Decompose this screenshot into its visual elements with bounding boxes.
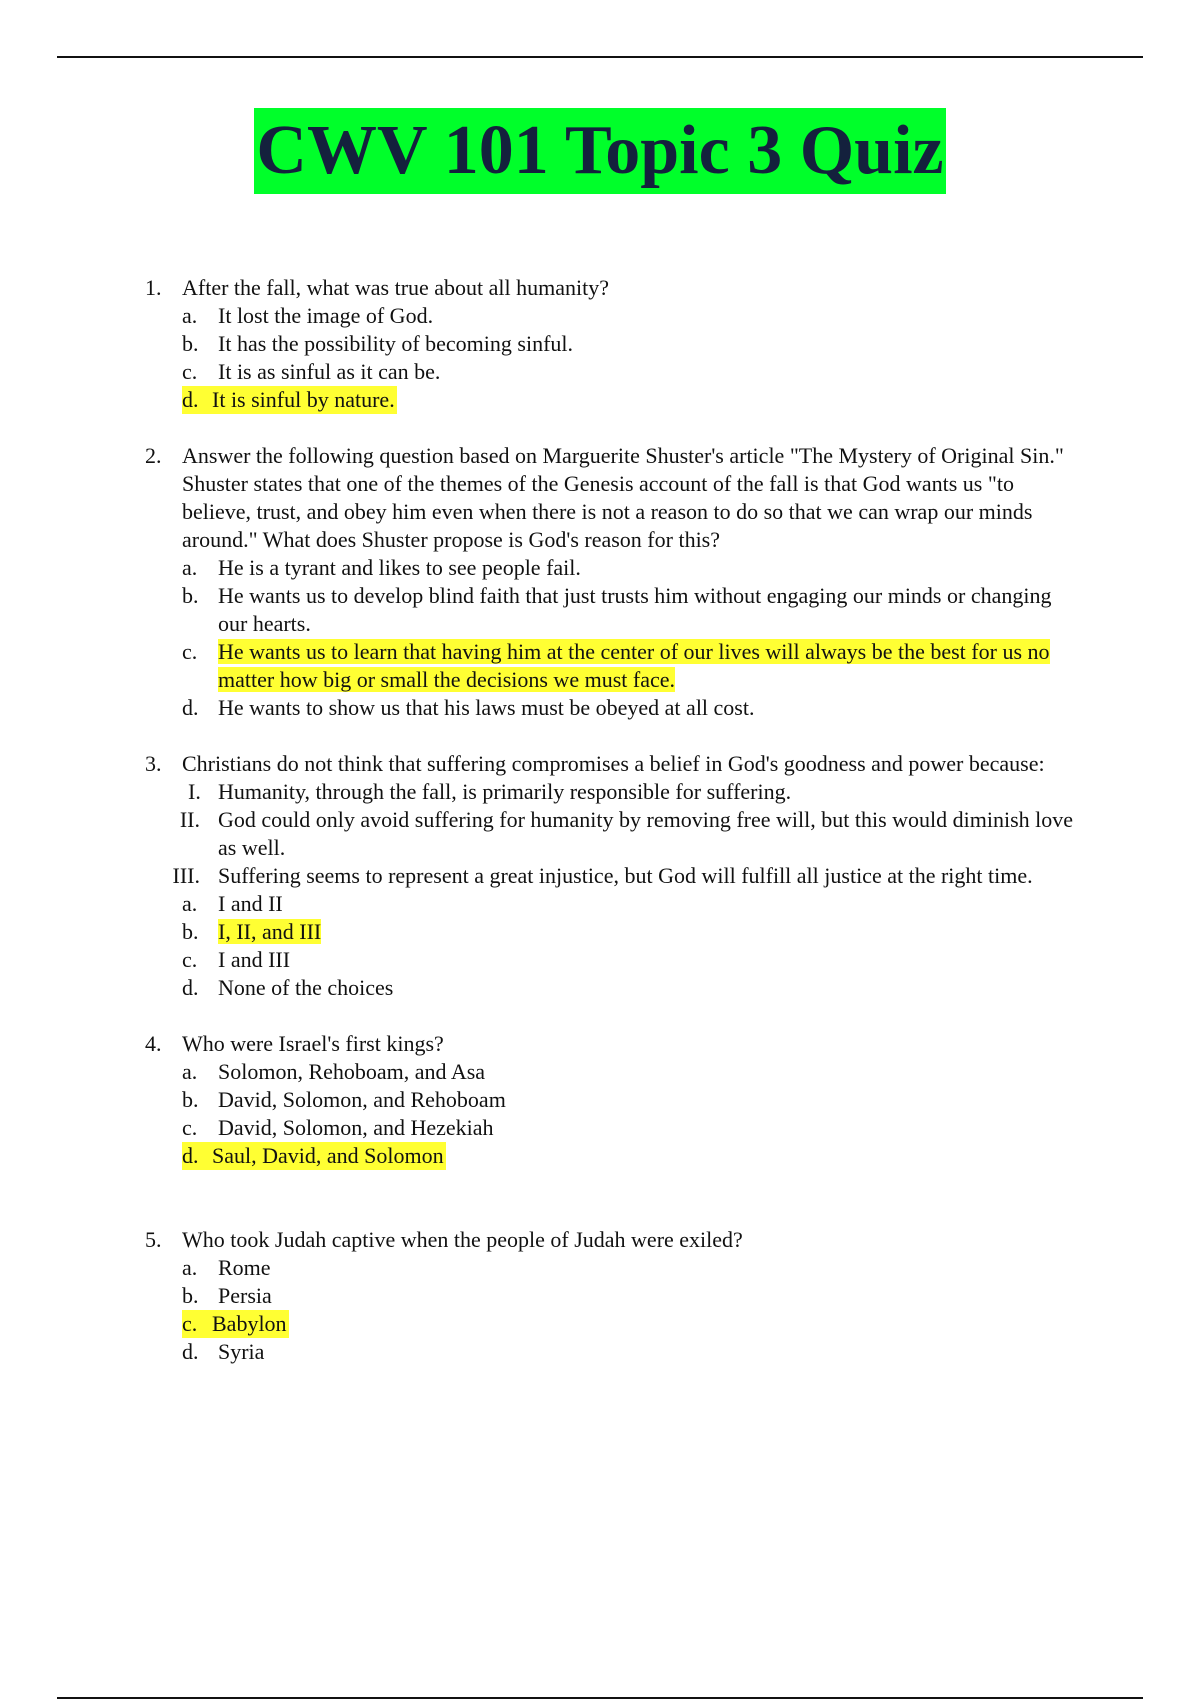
option-label: a. [182, 1255, 198, 1280]
option-a [0, 1058, 1200, 1086]
option-d-answer [0, 1142, 1200, 1170]
option-text: Persia [218, 1283, 272, 1308]
statement-label: I. [188, 779, 201, 804]
question-text: Who took Judah captive when the people of Judah were exiled? [182, 1227, 743, 1252]
option-text: He is a tyrant and likes to see people fail. [218, 555, 581, 580]
option-label: d. [182, 975, 199, 1000]
option-text: Solomon, Rehoboam, and Asa [218, 1059, 486, 1084]
option-d-answer [0, 386, 1200, 414]
question-text: Christians do not think that suffering compromises a belief in God's goodness and power because: [182, 751, 1045, 776]
option-label: d. [182, 695, 199, 720]
quiz-body [0, 274, 1200, 1366]
option-b [0, 582, 1200, 638]
option-label: c. [182, 359, 198, 384]
statement-label: III. [172, 863, 200, 888]
question-4-options [0, 1058, 1200, 1170]
option-text: It lost the image of God. [218, 303, 434, 328]
option-label: d. [182, 1339, 199, 1364]
option-text: David, Solomon, and Hezekiah [218, 1115, 494, 1140]
option-text: None of the choices [218, 975, 394, 1000]
option-label: b. [182, 1087, 199, 1112]
option-label: a. [182, 555, 198, 580]
option-text: He wants to show us that his laws must be obeyed at all cost. [218, 695, 755, 720]
option-a [0, 1254, 1200, 1282]
option-label: b. [182, 331, 199, 356]
option-d [0, 694, 1200, 722]
bottom-rule [57, 1697, 1143, 1699]
question-1-options [0, 302, 1200, 414]
option-label: a. [182, 891, 198, 916]
question-4 [0, 1030, 1200, 1058]
question-5-options [0, 1254, 1200, 1366]
question-3-statements [0, 778, 1200, 890]
question-text: Who were Israel's first kings? [182, 1031, 444, 1056]
page-title: CWV 101 Topic 3 Quiz [254, 108, 945, 194]
option-c [0, 358, 1200, 386]
option-c [0, 946, 1200, 974]
option-b [0, 1282, 1200, 1310]
statement-i [0, 778, 1200, 806]
question-number: 4. [145, 1031, 162, 1056]
question-3-options [0, 890, 1200, 1002]
option-text: It is as sinful as it can be. [218, 359, 441, 384]
option-c-answer [0, 1310, 1200, 1338]
option-label: c. [182, 639, 198, 664]
title-block [0, 108, 1200, 194]
question-number: 1. [145, 275, 162, 300]
option-text: It is sinful by nature. [212, 387, 395, 412]
option-label: b. [182, 919, 199, 944]
option-text: David, Solomon, and Rehoboam [218, 1087, 506, 1112]
question-2-options [0, 554, 1200, 722]
option-label: c. [182, 947, 198, 972]
option-text: Rome [218, 1255, 271, 1280]
statement-ii [0, 806, 1200, 862]
statement-label: II. [179, 807, 200, 832]
question-number: 3. [145, 751, 162, 776]
statement-text: Humanity, through the fall, is primarily responsible for suffering. [218, 779, 792, 804]
option-label: b. [182, 583, 199, 608]
option-text: Syria [218, 1339, 265, 1364]
option-text: I and II [218, 891, 283, 916]
top-rule [57, 56, 1143, 58]
option-text-wrap [218, 638, 1078, 694]
highlighted-answer [182, 1310, 289, 1338]
option-d [0, 1338, 1200, 1366]
highlighted-answer [182, 1142, 446, 1170]
option-label: a. [182, 303, 198, 328]
highlighted-answer: He wants us to learn that having him at the center of our lives will always be the best for us no matter how big or small the decisions we must face. [218, 639, 1050, 692]
option-text: He wants us to develop blind faith that just trusts him without engaging our minds or changing our hearts. [218, 583, 1052, 636]
highlighted-answer [182, 386, 397, 414]
question-2 [0, 442, 1200, 554]
option-b [0, 330, 1200, 358]
question-text: Answer the following question based on Marguerite Shuster's article "The Mystery of Original Sin." Shuster states that one of the themes of the Genesis account of the fall is that God wants us "to believe, trust, and obey him even when there is not a reason to do so that we can wrap our minds around." What does Shuster propose is God's reason for this? [182, 443, 1064, 552]
question-3 [0, 750, 1200, 778]
option-c [0, 1114, 1200, 1142]
option-label: c. [182, 1311, 198, 1336]
highlighted-answer: I, II, and III [218, 919, 322, 944]
option-d [0, 974, 1200, 1002]
option-b [0, 1086, 1200, 1114]
question-5 [0, 1226, 1200, 1254]
option-text: It has the possibility of becoming sinful. [218, 331, 574, 356]
question-1 [0, 274, 1200, 302]
option-b-answer [0, 918, 1200, 946]
option-text: Saul, David, and Solomon [212, 1143, 444, 1168]
statement-text: Suffering seems to represent a great injustice, but God will fulfill all justice at the right time. [218, 863, 1033, 888]
option-a [0, 554, 1200, 582]
option-label: a. [182, 1059, 198, 1084]
statement-iii [0, 862, 1200, 890]
question-text: After the fall, what was true about all humanity? [182, 275, 610, 300]
option-a [0, 890, 1200, 918]
option-text-wrap [218, 918, 1078, 946]
option-label: c. [182, 1115, 198, 1140]
option-label: d. [182, 1143, 199, 1168]
option-label: d. [182, 387, 199, 412]
option-text: I and III [218, 947, 291, 972]
option-a [0, 302, 1200, 330]
option-text: Babylon [212, 1311, 287, 1336]
statement-text: God could only avoid suffering for humanity by removing free will, but this would diminish love as well. [218, 807, 1074, 860]
option-label: b. [182, 1283, 199, 1308]
question-number: 5. [145, 1227, 162, 1252]
option-c-answer [0, 638, 1200, 694]
question-number: 2. [145, 443, 162, 468]
